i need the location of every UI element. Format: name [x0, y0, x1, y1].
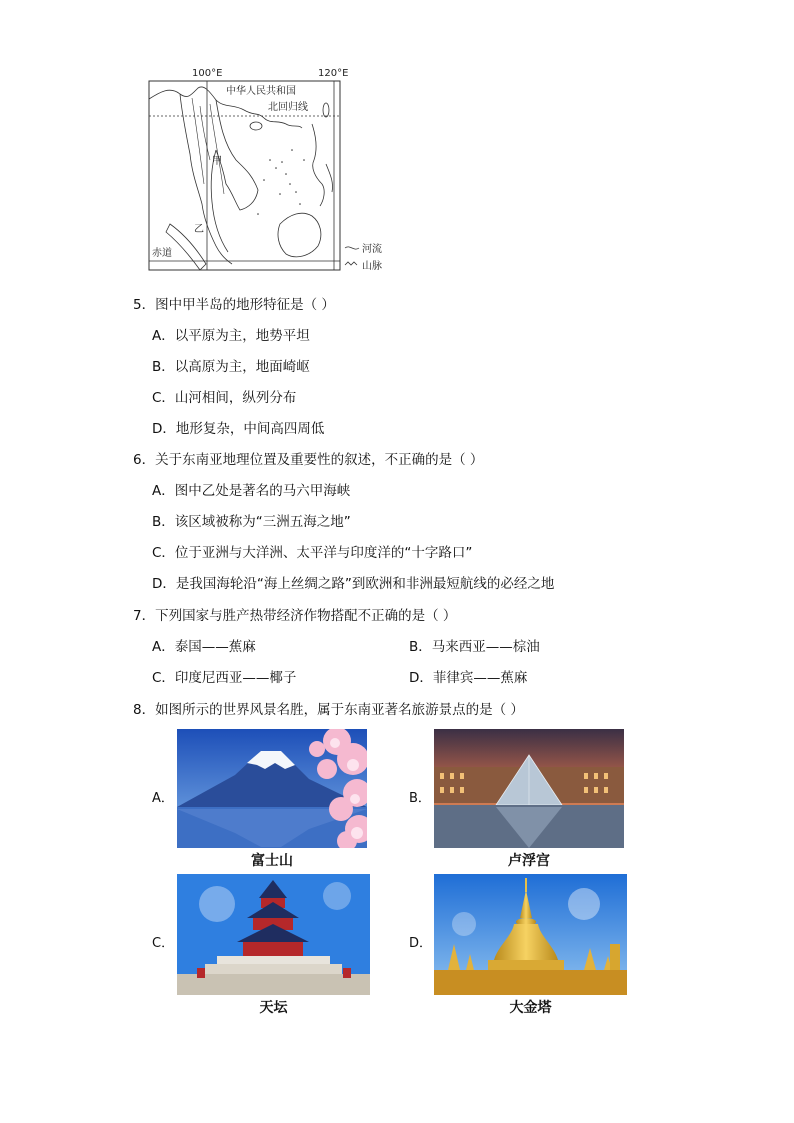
question-5-option-b[interactable]: B．以高原为主，地面崎岖	[152, 359, 310, 375]
question-7-stem: 7．下列国家与胜产热带经济作物搭配不正确的是（ ）	[133, 608, 457, 624]
question-6-option-c[interactable]: C．位于亚洲与大洋洲、太平洋与印度洋的“十字路口”	[152, 545, 473, 561]
shwedagon-pagoda-photo[interactable]	[434, 874, 627, 995]
question-6-option-a[interactable]: A．图中乙处是著名的马六甲海峡	[152, 483, 351, 499]
question-8-option-b[interactable]: B．	[409, 791, 431, 806]
question-7-option-b[interactable]: B．马来西亚——棕油	[409, 639, 540, 655]
label-yi: 乙	[194, 224, 204, 235]
question-6-option-d[interactable]: D．是我国海轮沿“海上丝绸之路”到欧洲和非洲最短航线的必经之地	[152, 576, 555, 592]
question-5-option-d[interactable]: D．地形复杂，中间高四周低	[152, 421, 325, 437]
question-7-option-a[interactable]: A．泰国——蕉麻	[152, 639, 256, 655]
equator-label: 赤道	[152, 248, 172, 259]
question-7-option-c[interactable]: C．印度尼西亚——椰子	[152, 670, 297, 686]
country-label: 中华人民共和国	[226, 86, 296, 97]
river-legend-icon	[345, 247, 359, 249]
southeast-asia-map	[140, 64, 410, 274]
question-6-option-b[interactable]: B．该区域被称为“三洲五海之地”	[152, 514, 351, 530]
question-5-option-c[interactable]: C．山河相间，纵列分布	[152, 390, 297, 406]
question-8-option-a[interactable]: A．	[152, 791, 174, 806]
louvre-photo[interactable]	[434, 729, 624, 848]
mount-fuji-caption: 富士山	[251, 853, 293, 869]
label-jia: 甲	[212, 156, 222, 167]
question-5-stem: 5．图中甲半岛的地形特征是（ ）	[133, 297, 335, 313]
question-8-option-c[interactable]: C．	[152, 936, 175, 951]
legend-mountain-label: 山脉	[362, 261, 382, 272]
question-7-option-d[interactable]: D．菲律宾——蕉麻	[409, 670, 528, 686]
shwedagon-pagoda-caption: 大金塔	[509, 1000, 552, 1016]
question-5-option-a[interactable]: A．以平原为主，地势平坦	[152, 328, 310, 344]
question-8-option-d[interactable]: D．	[409, 936, 433, 951]
legend-river-label: 河流	[362, 244, 382, 255]
louvre-caption: 卢浮宫	[508, 853, 550, 869]
mountain-legend-icon	[345, 262, 357, 265]
lon-120-label: 120°E	[318, 68, 349, 79]
temple-of-heaven-caption: 天坛	[259, 1000, 288, 1016]
question-6-stem: 6．关于东南亚地理位置及重要性的叙述，不正确的是（ ）	[133, 452, 484, 468]
temple-of-heaven-photo[interactable]	[177, 874, 370, 995]
question-8-stem: 8．如图所示的世界风景名胜，属于东南亚著名旅游景点的是（ ）	[133, 702, 524, 718]
mount-fuji-photo[interactable]	[177, 729, 367, 848]
lon-100-label: 100°E	[192, 68, 223, 79]
tropic-label: 北回归线	[268, 102, 308, 113]
